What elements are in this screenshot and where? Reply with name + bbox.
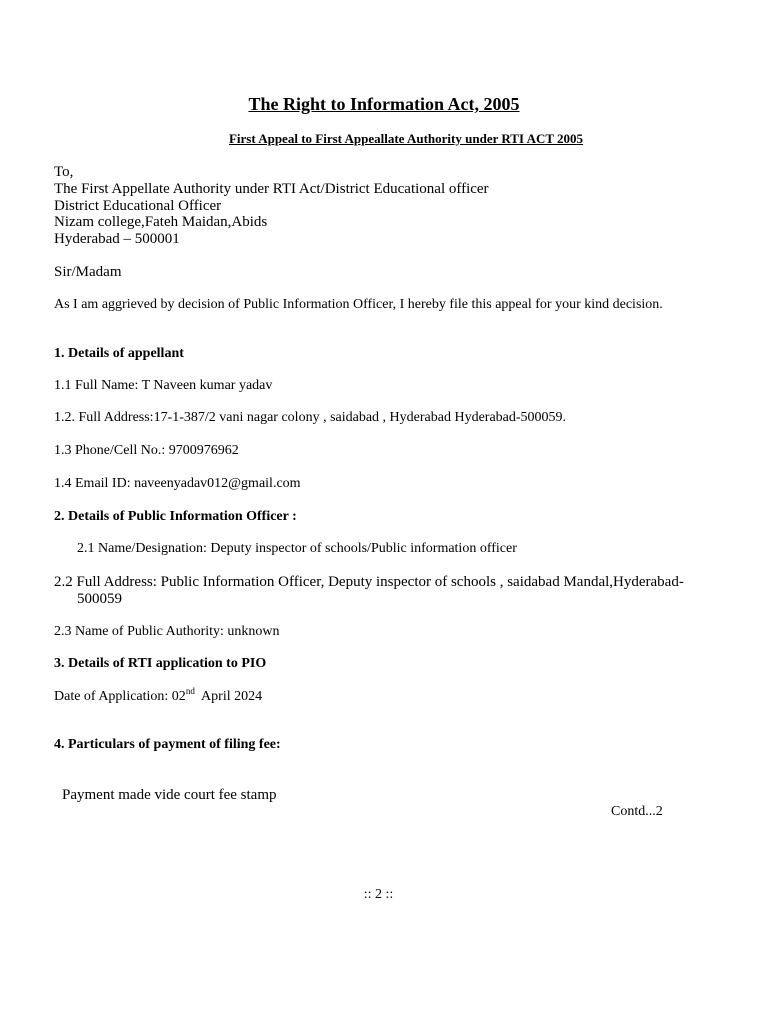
page-number-marker: :: 2 ::	[363, 887, 394, 902]
application-date-suffix: April 2024	[194, 689, 263, 704]
section-2-heading: 2. Details of Public Information Officer :	[54, 509, 297, 524]
pio-full-address-line-2: 500059	[77, 591, 122, 607]
continued-marker: Contd...2	[611, 804, 663, 819]
section-4-heading: 4. Particulars of payment of filing fee:	[54, 737, 281, 752]
address-line-4: Hyderabad – 500001	[54, 231, 180, 247]
pio-full-address-line-1: 2.2 Full Address: Public Information Officer, Deputy inspector of schools , saidabad Mandal,Hyderabad-	[54, 574, 684, 590]
address-to: To,	[54, 164, 74, 180]
document-title: The Right to Information Act, 2005	[248, 94, 520, 114]
application-date	[54, 686, 263, 705]
salutation: Sir/Madam	[54, 264, 122, 280]
application-date-prefix: Date of Application: 02	[54, 689, 186, 704]
address-line-1: The First Appellate Authority under RTI Act/District Educational officer	[54, 181, 489, 197]
appellant-full-address: 1.2. Full Address:17-1-387/2 vani nagar colony , saidabad , Hyderabad Hyderabad-500059.	[54, 410, 567, 425]
document-subtitle: First Appeal to First Appeallate Authority under RTI ACT 2005	[228, 131, 584, 146]
section-3-heading: 3. Details of RTI application to PIO	[54, 656, 267, 671]
pio-designation: 2.1 Name/Designation: Deputy inspector of schools/Public information officer	[77, 541, 517, 556]
address-line-2: District Educational Officer	[54, 198, 222, 214]
appellant-email: 1.4 Email ID: naveenyadav012@gmail.com	[54, 476, 301, 491]
public-authority-name: 2.3 Name of Public Authority: unknown	[54, 624, 280, 639]
payment-method: Payment made vide court fee stamp	[62, 787, 277, 803]
address-line-3: Nizam college,Fateh Maidan,Abids	[54, 214, 268, 230]
intro-paragraph: As I am aggrieved by decision of Public Information Officer, I hereby file this appeal for your kind decision.	[54, 297, 663, 312]
appellant-full-name: 1.1 Full Name: T Naveen kumar yadav	[54, 378, 273, 393]
section-1-heading: 1. Details of appellant	[54, 346, 184, 361]
application-date-ordinal: nd	[185, 686, 195, 696]
appellant-phone: 1.3 Phone/Cell No.: 9700976962	[54, 443, 239, 458]
